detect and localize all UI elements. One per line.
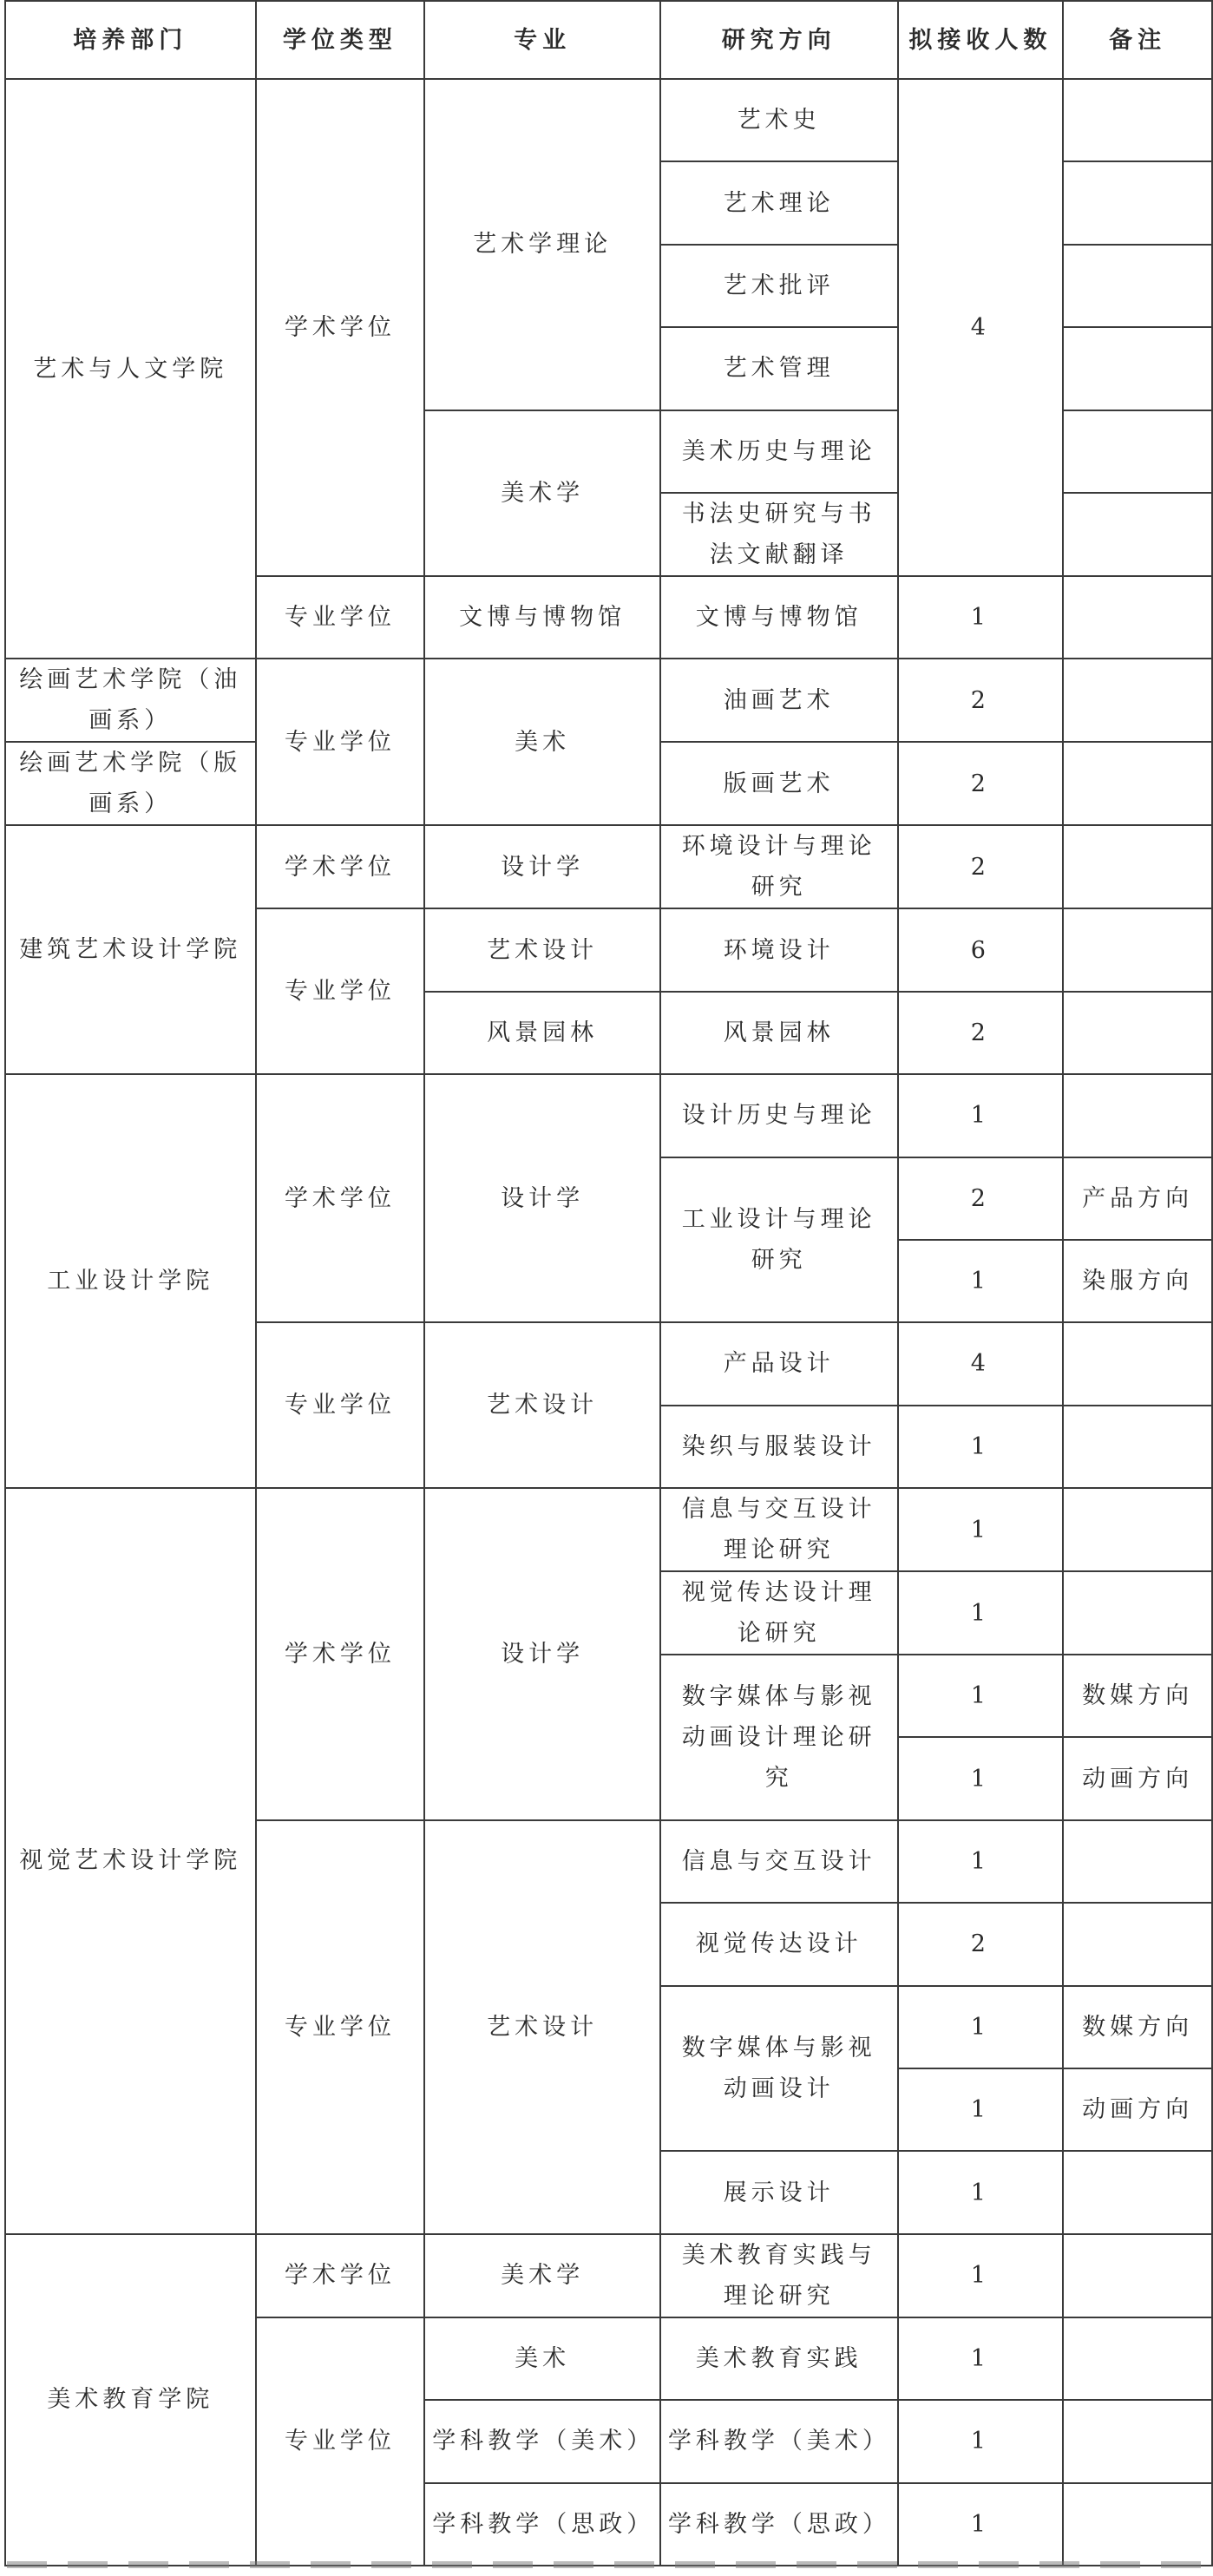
department-cell: 建筑艺术设计学院 bbox=[5, 825, 256, 1074]
notes-cell bbox=[1063, 2151, 1212, 2233]
enrollment-table bbox=[4, 0, 1213, 2566]
count-cell: 1 bbox=[898, 1240, 1064, 1322]
notes-cell bbox=[1063, 1571, 1212, 1655]
department-cell: 艺术与人文学院 bbox=[5, 79, 256, 659]
notes-cell bbox=[1063, 245, 1212, 327]
major-cell: 艺术设计 bbox=[424, 908, 660, 991]
notes-cell: 动画方向 bbox=[1063, 2068, 1212, 2151]
count-cell: 1 bbox=[898, 2400, 1064, 2482]
direction-cell: 环境设计 bbox=[660, 908, 898, 991]
notes-cell bbox=[1063, 1820, 1212, 1903]
direction-cell: 数字媒体与影视动画设计 bbox=[660, 1986, 898, 2152]
table-row bbox=[5, 659, 1212, 742]
notes-cell bbox=[1063, 327, 1212, 410]
degree-cell: 学术学位 bbox=[256, 1074, 425, 1322]
direction-cell: 风景园林 bbox=[660, 992, 898, 1074]
notes-cell bbox=[1063, 2234, 1212, 2317]
direction-cell: 艺术史 bbox=[660, 79, 898, 161]
department-cell: 绘画艺术学院（版画系） bbox=[5, 742, 256, 825]
notes-cell bbox=[1063, 908, 1212, 991]
major-cell: 艺术设计 bbox=[424, 1322, 660, 1488]
degree-cell: 专业学位 bbox=[256, 576, 425, 659]
notes-cell bbox=[1063, 1903, 1212, 1985]
direction-cell: 环境设计与理论研究 bbox=[660, 825, 898, 908]
table-row bbox=[5, 79, 1212, 161]
count-cell: 1 bbox=[898, 1986, 1064, 2068]
count-cell: 1 bbox=[898, 2151, 1064, 2233]
direction-cell: 学科教学（思政） bbox=[660, 2483, 898, 2566]
notes-cell bbox=[1063, 1488, 1212, 1571]
notes-cell: 数媒方向 bbox=[1063, 1655, 1212, 1737]
count-cell: 1 bbox=[898, 1406, 1064, 1488]
notes-cell bbox=[1063, 992, 1212, 1074]
major-cell: 设计学 bbox=[424, 1074, 660, 1322]
degree-cell: 专业学位 bbox=[256, 2317, 425, 2566]
count-cell: 2 bbox=[898, 1157, 1064, 1240]
table-row bbox=[5, 1488, 1212, 1571]
count-cell: 4 bbox=[898, 1322, 1064, 1405]
degree-cell: 专业学位 bbox=[256, 659, 425, 825]
notes-cell bbox=[1063, 161, 1212, 244]
count-cell: 1 bbox=[898, 2483, 1064, 2566]
table-header-row bbox=[5, 1, 1212, 79]
notes-cell bbox=[1063, 2483, 1212, 2566]
department-cell: 工业设计学院 bbox=[5, 1074, 256, 1488]
major-cell: 艺术设计 bbox=[424, 1820, 660, 2234]
notes-cell bbox=[1063, 410, 1212, 493]
department-cell: 视觉艺术设计学院 bbox=[5, 1488, 256, 2234]
direction-cell: 信息与交互设计理论研究 bbox=[660, 1488, 898, 1571]
direction-cell: 文博与博物馆 bbox=[660, 576, 898, 659]
direction-cell: 艺术批评 bbox=[660, 245, 898, 327]
direction-cell: 版画艺术 bbox=[660, 742, 898, 825]
direction-cell: 美术教育实践 bbox=[660, 2317, 898, 2400]
notes-cell: 产品方向 bbox=[1063, 1157, 1212, 1240]
direction-cell: 艺术理论 bbox=[660, 161, 898, 244]
direction-cell: 艺术管理 bbox=[660, 327, 898, 410]
table-row bbox=[5, 2234, 1212, 2317]
count-cell: 1 bbox=[898, 1488, 1064, 1571]
count-cell: 2 bbox=[898, 742, 1064, 825]
degree-cell: 学术学位 bbox=[256, 2234, 425, 2317]
notes-cell bbox=[1063, 742, 1212, 825]
direction-cell: 工业设计与理论研究 bbox=[660, 1157, 898, 1323]
count-cell: 1 bbox=[898, 2317, 1064, 2400]
cropped-text-line bbox=[7, 2561, 1213, 2568]
major-cell: 学科教学（思政） bbox=[424, 2483, 660, 2566]
major-cell: 美术 bbox=[424, 659, 660, 825]
degree-cell: 学术学位 bbox=[256, 825, 425, 908]
major-cell: 美术学 bbox=[424, 2234, 660, 2317]
major-cell: 风景园林 bbox=[424, 992, 660, 1074]
direction-cell: 美术历史与理论 bbox=[660, 410, 898, 493]
direction-cell: 染织与服装设计 bbox=[660, 1406, 898, 1488]
notes-cell bbox=[1063, 825, 1212, 908]
table-row bbox=[5, 1074, 1212, 1157]
notes-cell bbox=[1063, 1074, 1212, 1157]
col-header-count: 拟接收人数 bbox=[898, 1, 1064, 79]
department-cell: 美术教育学院 bbox=[5, 2234, 256, 2566]
direction-cell: 产品设计 bbox=[660, 1322, 898, 1405]
direction-cell: 展示设计 bbox=[660, 2151, 898, 2233]
count-cell: 1 bbox=[898, 1737, 1064, 1819]
major-cell: 学科教学（美术） bbox=[424, 2400, 660, 2482]
count-cell: 6 bbox=[898, 908, 1064, 991]
notes-cell: 染服方向 bbox=[1063, 1240, 1212, 1322]
notes-cell bbox=[1063, 79, 1212, 161]
count-cell: 1 bbox=[898, 1074, 1064, 1157]
count-cell: 1 bbox=[898, 1820, 1064, 1903]
col-header-direction: 研究方向 bbox=[660, 1, 898, 79]
degree-cell: 学术学位 bbox=[256, 79, 425, 576]
count-cell: 1 bbox=[898, 2234, 1064, 2317]
count-cell: 4 bbox=[898, 79, 1064, 576]
notes-cell bbox=[1063, 659, 1212, 742]
notes-cell bbox=[1063, 1406, 1212, 1488]
degree-cell: 专业学位 bbox=[256, 908, 425, 1074]
direction-cell: 书法史研究与书法文献翻译 bbox=[660, 493, 898, 576]
count-cell: 2 bbox=[898, 1903, 1064, 1985]
col-header-department: 培养部门 bbox=[5, 1, 256, 79]
notes-cell bbox=[1063, 493, 1212, 576]
count-cell: 1 bbox=[898, 1571, 1064, 1655]
major-cell: 美术学 bbox=[424, 410, 660, 576]
notes-cell bbox=[1063, 1322, 1212, 1405]
count-cell: 1 bbox=[898, 1655, 1064, 1737]
degree-cell: 学术学位 bbox=[256, 1488, 425, 1820]
notes-cell bbox=[1063, 2400, 1212, 2482]
direction-cell: 数字媒体与影视动画设计理论研究 bbox=[660, 1655, 898, 1820]
degree-cell: 专业学位 bbox=[256, 1820, 425, 2234]
notes-cell: 动画方向 bbox=[1063, 1737, 1212, 1819]
direction-cell: 视觉传达设计 bbox=[660, 1903, 898, 1985]
department-cell: 绘画艺术学院（油画系） bbox=[5, 659, 256, 742]
direction-cell: 视觉传达设计理论研究 bbox=[660, 1571, 898, 1655]
col-header-degree-type: 学位类型 bbox=[256, 1, 425, 79]
col-header-major: 专业 bbox=[424, 1, 660, 79]
major-cell: 设计学 bbox=[424, 825, 660, 908]
major-cell: 设计学 bbox=[424, 1488, 660, 1820]
major-cell: 文博与博物馆 bbox=[424, 576, 660, 659]
count-cell: 2 bbox=[898, 659, 1064, 742]
direction-cell: 美术教育实践与理论研究 bbox=[660, 2234, 898, 2317]
count-cell: 2 bbox=[898, 825, 1064, 908]
count-cell: 2 bbox=[898, 992, 1064, 1074]
col-header-notes: 备注 bbox=[1063, 1, 1212, 79]
degree-cell: 专业学位 bbox=[256, 1322, 425, 1488]
table-row bbox=[5, 825, 1212, 908]
direction-cell: 信息与交互设计 bbox=[660, 1820, 898, 1903]
count-cell: 1 bbox=[898, 2068, 1064, 2151]
direction-cell: 油画艺术 bbox=[660, 659, 898, 742]
notes-cell bbox=[1063, 576, 1212, 659]
major-cell: 美术 bbox=[424, 2317, 660, 2400]
notes-cell: 数媒方向 bbox=[1063, 1986, 1212, 2068]
count-cell: 1 bbox=[898, 576, 1064, 659]
notes-cell bbox=[1063, 2317, 1212, 2400]
direction-cell: 设计历史与理论 bbox=[660, 1074, 898, 1157]
direction-cell: 学科教学（美术） bbox=[660, 2400, 898, 2482]
major-cell: 艺术学理论 bbox=[424, 79, 660, 410]
